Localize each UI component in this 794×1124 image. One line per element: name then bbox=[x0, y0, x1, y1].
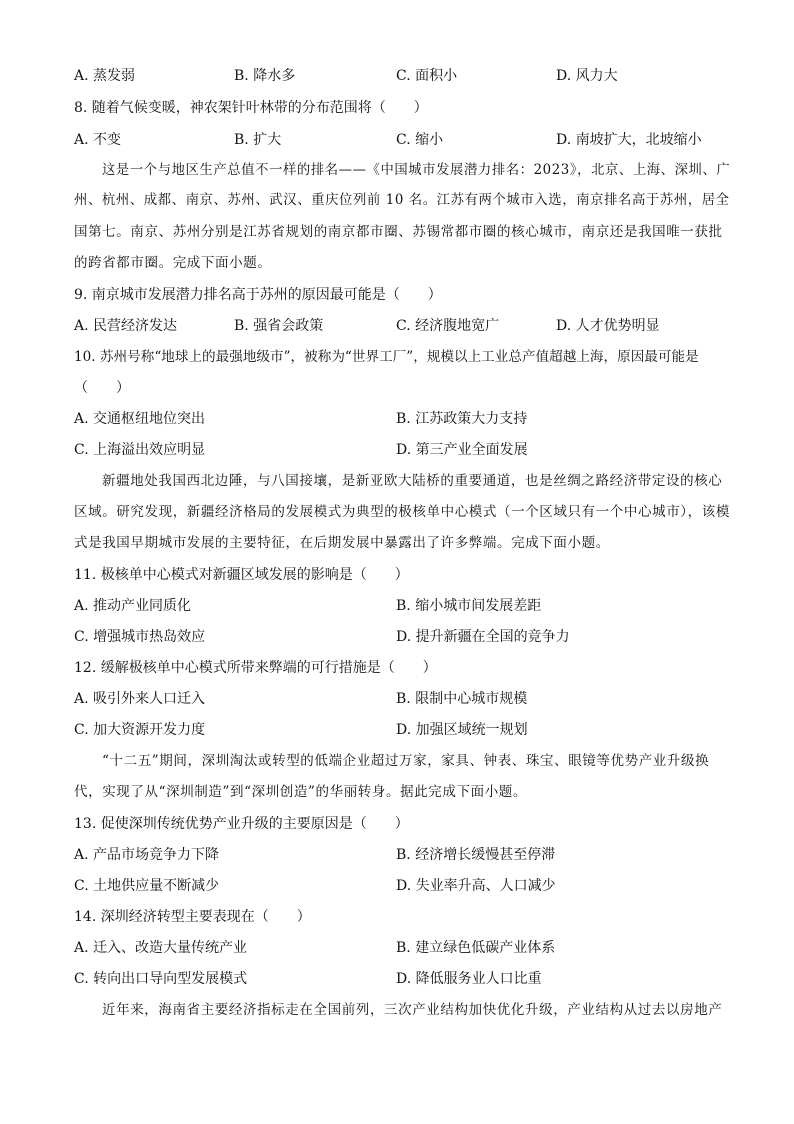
q12-stem: 12. 缓解极核单中心模式所带来弊端的可行措施是（ ） bbox=[74, 660, 437, 676]
q8-option-a: A. 不变 bbox=[74, 132, 122, 148]
passage2-line: 新疆地处我国西北边陲，与八国接壤，是新亚欧大陆桥的重要通道，也是丝绸之路经济带定设的核心 bbox=[102, 473, 723, 489]
q13-option-d: D. 失业率升高、人口减少 bbox=[396, 878, 556, 894]
q10-option-c: C. 上海溢出效应明显 bbox=[74, 442, 206, 458]
q9-option-a: A. 民营经济发达 bbox=[74, 318, 178, 334]
q7-option-b: B. 降水多 bbox=[234, 68, 296, 84]
q9-option-d: D. 人才优势明显 bbox=[556, 318, 660, 334]
q10-stem-blank: （ ） bbox=[74, 380, 130, 396]
q13-option-b: B. 经济增长缓慢甚至停滞 bbox=[396, 847, 556, 863]
q13-option-c: C. 土地供应量不断减少 bbox=[74, 878, 220, 894]
q8-option-b: B. 扩大 bbox=[234, 132, 282, 148]
q10-stem: 10. 苏州号称“地球上的最强地级市”，被称为“世界工厂”，规模以上工业总产值超越上海，原因最可能是 bbox=[74, 349, 699, 365]
q14-option-b: B. 建立绿色低碳产业体系 bbox=[396, 940, 556, 956]
q9-option-c: C. 经济腹地宽广 bbox=[396, 318, 500, 334]
q7-option-d: D. 风力大 bbox=[556, 68, 618, 84]
q14-option-a: A. 迁入、改造大量传统产业 bbox=[74, 940, 248, 956]
q14-stem: 14. 深圳经济转型主要表现在（ ） bbox=[74, 909, 311, 925]
q10-option-a: A. 交通枢纽地位突出 bbox=[74, 411, 206, 427]
q11-option-d: D. 提升新疆在全国的竞争力 bbox=[396, 629, 570, 645]
q7-option-a: A. 蒸发弱 bbox=[74, 68, 136, 84]
q13-stem: 13. 促使深圳传统优势产业升级的主要原因是（ ） bbox=[74, 816, 409, 832]
passage4-line: 近年来，海南省主要经济指标走在全国前列，三次产业结构加快优化升级，产业结构从过去以房地产 bbox=[102, 1002, 723, 1018]
q8-option-c: C. 缩小 bbox=[396, 132, 444, 148]
passage1-line: 的跨省都市圈。完成下面小题。 bbox=[74, 255, 272, 271]
q11-option-c: C. 增强城市热岛效应 bbox=[74, 629, 206, 645]
q10-option-b: B. 江苏政策大力支持 bbox=[396, 411, 528, 427]
passage1-line: 州、杭州、成都、南京、苏州、武汉、重庆位列前 10 名。江苏有两个城市入选，南京排名高于苏州，居全 bbox=[74, 192, 730, 208]
q12-option-c: C. 加大资源开发力度 bbox=[74, 722, 206, 738]
q11-option-b: B. 缩小城市间发展差距 bbox=[396, 598, 542, 614]
q9-stem: 9. 南京城市发展潜力排名高于苏州的原因最可能是（ ） bbox=[74, 287, 442, 303]
q12-option-b: B. 限制中心城市规模 bbox=[396, 691, 528, 707]
q14-option-c: C. 转向出口导向型发展模式 bbox=[74, 971, 248, 987]
q7-option-c: C. 面积小 bbox=[396, 68, 458, 84]
passage1-line: 国第七。南京、苏州分别是江苏省规划的南京都市圈、苏锡常都市圈的核心城市，南京还是我国唯一获批 bbox=[74, 224, 723, 240]
q14-option-d: D. 降低服务业人口比重 bbox=[396, 971, 542, 987]
q10-option-d: D. 第三产业全面发展 bbox=[396, 442, 528, 458]
q8-option-d: D. 南坡扩大，北坡缩小 bbox=[556, 132, 702, 148]
q13-option-a: A. 产品市场竞争力下降 bbox=[74, 847, 220, 863]
q8-stem: 8. 随着气候变暖，神农架针叶林带的分布范围将（ ） bbox=[74, 100, 428, 116]
q9-option-b: B. 强省会政策 bbox=[234, 318, 324, 334]
q11-stem: 11. 极核单中心模式对新疆区域发展的影响是（ ） bbox=[74, 567, 409, 583]
passage1-line: 这是一个与地区生产总值不一样的排名——《中国城市发展潜力排名：2023》，北京、上海、深圳、广 bbox=[102, 162, 731, 178]
q12-option-a: A. 吸引外来人口迁入 bbox=[74, 691, 206, 707]
passage3-line: “十二五”期间，深圳淘汰或转型的低端企业超过万家，家具、钟表、珠宝、眼镜等优势产业升级换 bbox=[102, 753, 710, 769]
passage3-line: 代，实现了从“深圳制造”到“深圳创造”的华丽转身。据此完成下面小题。 bbox=[74, 784, 528, 800]
q12-option-d: D. 加强区域统一规划 bbox=[396, 722, 528, 738]
passage2-line: 式是我国早期城市发展的主要特征，在后期发展中暴露出了许多弊端。完成下面小题。 bbox=[74, 535, 610, 551]
q11-option-a: A. 推动产业同质化 bbox=[74, 598, 192, 614]
passage2-line: 区域。研究发现，新疆经济格局的发展模式为典型的极核单中心模式（一个区域只有一个中心城市），该模 bbox=[74, 504, 730, 520]
